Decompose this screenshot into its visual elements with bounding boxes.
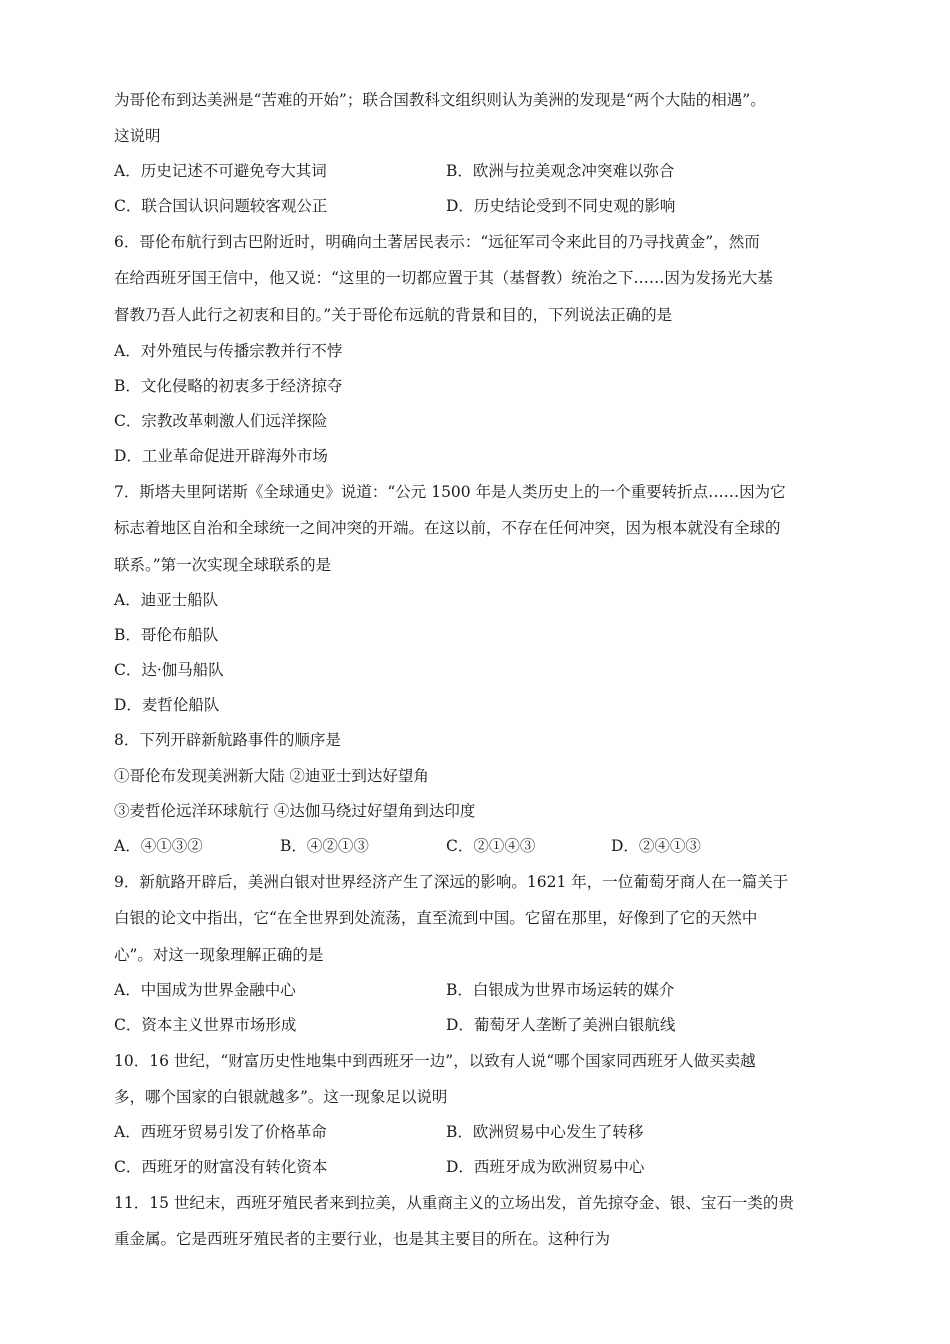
q11-stem-line-2: 重金属。它是西班牙殖民者的主要行业，也是其主要目的所在。这种行为 xyxy=(114,1230,611,1248)
q8-option-a: A．④①③② xyxy=(114,837,203,855)
q7-option-c: C．达·伽马船队 xyxy=(114,661,224,679)
q10-option-a: A．西班牙贸易引发了价格革命 xyxy=(114,1123,327,1141)
q8-stem-line-1: 8．下列开辟新航路事件的顺序是 xyxy=(114,731,341,749)
q9-stem-line-1: 9．新航路开辟后，美洲白银对世界经济产生了深远的影响。1621 年，一位葡萄牙商人在一篇关于 xyxy=(114,873,789,891)
q5-option-a: A．历史记述不可避免夸大其词 xyxy=(114,162,327,180)
q7-option-a: A．迪亚士船队 xyxy=(114,591,219,609)
q10-option-c: C．西班牙的财富没有转化资本 xyxy=(114,1158,328,1176)
q6-option-d: D．工业革命促进开辟海外市场 xyxy=(114,447,328,465)
q7-stem-line-1: 7．斯塔夫里阿诺斯《全球通史》说道：“公元 1500 年是人类历史上的一个重要转折点……因为它 xyxy=(114,483,786,501)
q7-stem-line-3: 联系。”第一次实现全球联系的是 xyxy=(114,556,332,574)
q9-stem-line-3: 心”。对这一现象理解正确的是 xyxy=(114,946,324,964)
q6-stem-line-2: 在给西班牙国王信中，他又说：“这里的一切都应置于其（基督教）统治之下……因为发扬光大基 xyxy=(114,269,773,287)
q10-option-b: B．欧洲贸易中心发生了转移 xyxy=(446,1123,644,1141)
q10-stem-line-2: 多，哪个国家的白银就越多”。这一现象足以说明 xyxy=(114,1088,448,1106)
q7-option-d: D．麦哲伦船队 xyxy=(114,696,220,714)
q6-stem-line-1: 6．哥伦布航行到古巴附近时，明确向土著居民表示：“远征军司令来此目的乃寻找黄金”，然而 xyxy=(114,233,760,251)
q8-stem-line-2: ①哥伦布发现美洲新大陆 ②迪亚士到达好望角 xyxy=(114,767,429,785)
q7-option-b: B．哥伦布船队 xyxy=(114,626,219,644)
q8-option-c: C．②①④③ xyxy=(446,837,536,855)
q9-option-d: D．葡萄牙人垄断了美洲白银航线 xyxy=(446,1016,676,1034)
q11-stem-line-1: 11．15 世纪末，西班牙殖民者来到拉美，从重商主义的立场出发，首先掠夺金、银、宝石一类的贵 xyxy=(114,1194,794,1212)
q5-stem-line-1: 为哥伦布到达美洲是“苦难的开始”；联合国教科文组织则认为美洲的发现是“两个大陆的相遇”。 xyxy=(114,91,766,109)
q9-stem-line-2: 白银的论文中指出，它“在全世界到处流荡，直至流到中国。它留在那里，好像到了它的天然中 xyxy=(114,909,758,927)
q7-stem-line-2: 标志着地区自治和全球统一之间冲突的开端。在这以前，不存在任何冲突，因为根本就没有全球的 xyxy=(114,519,781,537)
q5-option-d: D．历史结论受到不同史观的影响 xyxy=(446,197,676,215)
q8-option-b: B．④②①③ xyxy=(280,837,369,855)
q5-option-c: C．联合国认识问题较客观公正 xyxy=(114,197,328,215)
q5-option-b: B．欧洲与拉美观念冲突难以弥合 xyxy=(446,162,675,180)
q10-option-d: D．西班牙成为欧洲贸易中心 xyxy=(446,1158,645,1176)
q6-option-c: C．宗教改革刺激人们远洋探险 xyxy=(114,412,328,430)
q8-stem-line-3: ③麦哲伦远洋环球航行 ④达伽马绕过好望角到达印度 xyxy=(114,802,476,820)
q6-option-b: B．文化侵略的初衷多于经济掠夺 xyxy=(114,377,343,395)
q9-option-c: C．资本主义世界市场形成 xyxy=(114,1016,297,1034)
q6-stem-line-3: 督教乃吾人此行之初衷和目的。”关于哥伦布远航的背景和目的，下列说法正确的是 xyxy=(114,306,673,324)
q6-option-a: A．对外殖民与传播宗教并行不悖 xyxy=(114,342,343,360)
q9-option-b: B．白银成为世界市场运转的媒介 xyxy=(446,981,675,999)
q5-stem-line-2: 这说明 xyxy=(114,127,161,145)
q8-option-d: D．②④①③ xyxy=(611,837,701,855)
q9-option-a: A．中国成为世界金融中心 xyxy=(114,981,296,999)
q10-stem-line-1: 10．16 世纪，“财富历史性地集中到西班牙一边”，以致有人说“哪个国家同西班牙人做买卖越 xyxy=(114,1052,756,1070)
